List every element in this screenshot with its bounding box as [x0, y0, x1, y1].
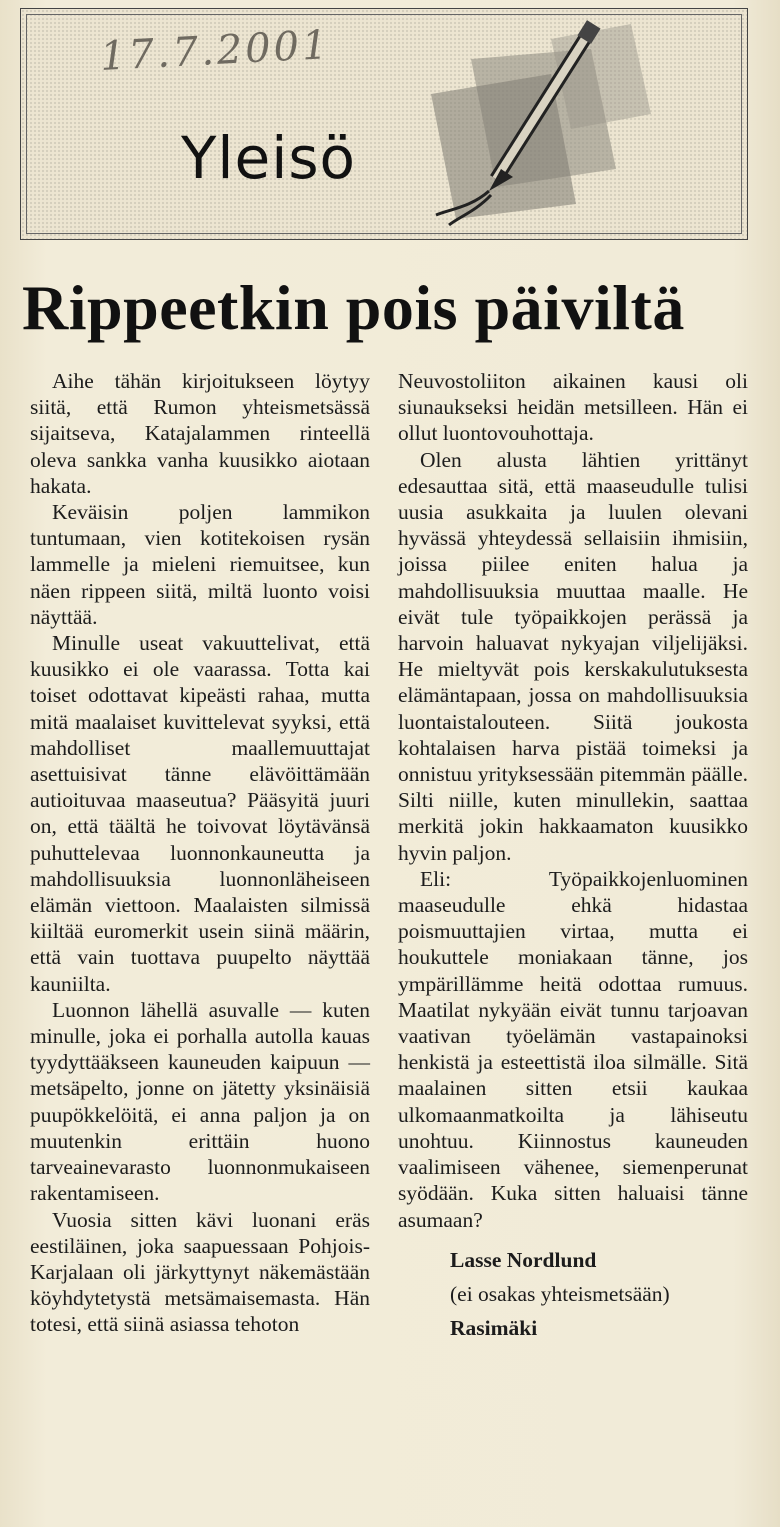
paragraph: Vuosia sitten kävi luonani eräs eestiläinen, joka saapuessaan Pohjois-Karjalaan oli järkyttynyt näkemästään köyhdytetystä metsämaisemasta. Hän totesi, että siinä asiassa tehoton	[30, 1207, 370, 1337]
pen-and-paper-icon	[401, 19, 741, 234]
paragraph: Eli: Työpaikkojenluominen maaseudulle ehkä hidastaa poismuuttajien virtaa, mutta ei houkuttele moniakaan tänne, jos ympärillämme heitä odottaa rumuus. Maatilat nykyään eivät tunnu tarjoavan vaativan työelämän vastapainoksi henkistä ja esteettistä iloa silmälle. Sitä maalainen sitten etsii kaukaa ulkomaanmatkoilta ja lähiseutu unohtuu. Kiinnostus kauneuden vaalimiseen vähenee, siemenperunat syödään. Kuka sitten haluaisi tänne asumaan?	[398, 866, 748, 1232]
paragraph: Olen alusta lähtien yrittänyt edesauttaa sitä, että maaseudulle tulisi uusia asukkaita ja luulen olevani hyvässä yhteydessä sellaisiin ihmisiin, joissa piilee eniten halua ja mahdollisuuksia muuttaa maalle. He eivät tule työpaikkojen perässä ja harvoin haluavat nykyajan viljelijäksi. He mieltyvät pois kerskakulutuksesta elämäntapaan, jossa on mahdollisuuksia luontaistalouteen. Siitä joukosta kohtalaisen harva pistää toimeksi ja onnistuu yrityksessään pitemmän päälle. Silti niille, kuten minullekin, saattaa merkitä jokin hakkaamaton kuusikko hyvin paljon.	[398, 447, 748, 865]
article-headline: Rippeetkin pois päiviltä	[22, 272, 685, 343]
paragraph: Luonnon lähellä asuvalle — kuten minulle, joka ei porhalla autolla kauas tyydyttääkseen kauneuden kaipuun — metsäpelto, jonne on jätetty yksinäisiä puupökkelöitä, ei anna paljon ja on muutenkin erittäin huono tarveainevarasto luonnonmukaiseen rakentamiseen.	[30, 997, 370, 1206]
handwritten-date: 17.7.2001	[98, 21, 332, 81]
author-name: Lasse Nordlund	[450, 1247, 597, 1272]
paragraph: Neuvostoliiton aikainen kausi oli siunaukseksi heidän metsilleen. Hän ei ollut luontovouhottaja.	[398, 369, 748, 446]
paragraph: Aihe tähän kirjoitukseen löytyy siitä, että Rumon yhteismetsässä sijaitseva, Katajalammen rinteellä oleva sankka vanha kuusikko aiotaan hakata.	[30, 369, 370, 498]
author-place: Rasimäki	[450, 1315, 538, 1340]
article-column-left	[30, 368, 370, 1338]
author-note: (ei osakas yhteismetsään)	[450, 1281, 670, 1306]
paragraph: Keväisin poljen lammikon tuntumaan, vien kotitekoisen rysän lammelle ja mieleni riemuitsee, kun näen rippeen siitä, miltä luonto voisi näyttää.	[30, 500, 370, 629]
author-signature	[398, 1243, 748, 1345]
section-title: Yleisö	[181, 124, 357, 192]
paragraph: Minulle useat vakuuttelivat, että kuusikko ei ole vaarassa. Totta kai toiset odottavat kipeästi rahaa, mutta mitä maalaiset kuvittelevat syyksi, että mahdolliset maallemuuttajat asettuisivat tänne elävöittämään autioituvaa maaseutua? Pääsyitä juuri on, että täältä he toivovat löytävänsä puhuttelevaa luonnonkauneutta ja mahdollisuuksia luonnonläheiseen elämän viettoon. Maalaisten silmissä kiiltää euromerkit usein siinä määrin, että vain tuottava puupelto näyttää kauniilta.	[30, 631, 370, 996]
article-column-right	[398, 368, 748, 1345]
